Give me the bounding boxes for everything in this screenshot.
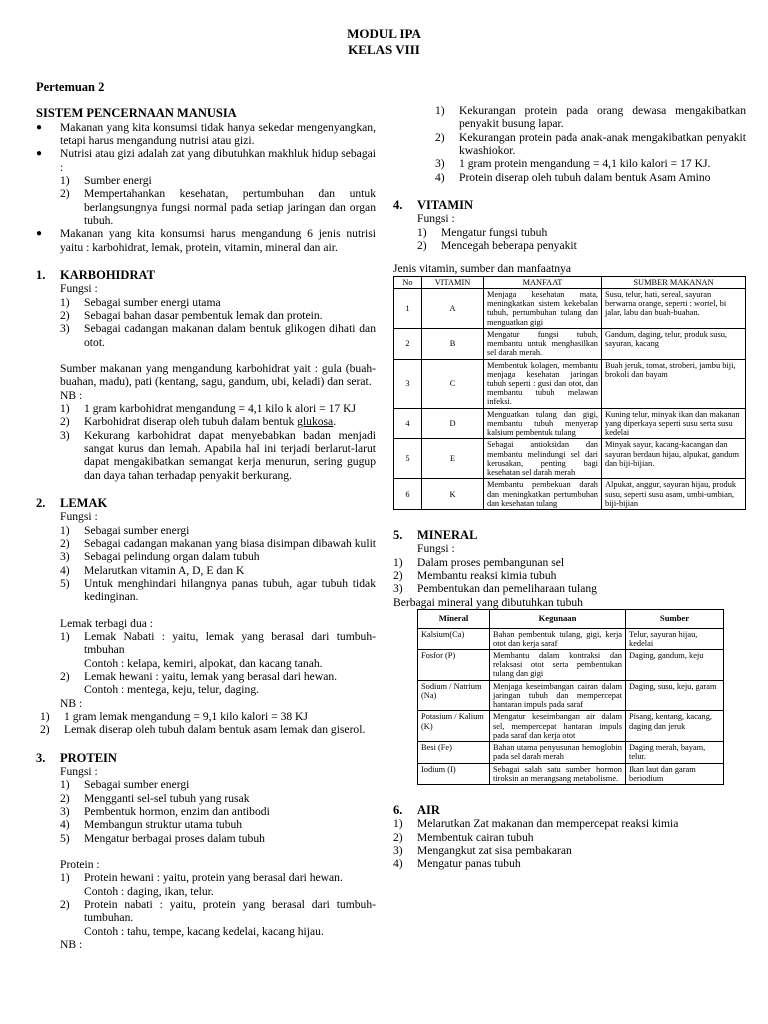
- list-item: 1) Kekurangan protein pada orang dewasa mengakibatkan penyakit busung lapar.: [435, 104, 746, 131]
- list-item: 1) Sebagai sumber energi utama: [60, 295, 221, 309]
- column-header: SUMBER MAKANAN: [602, 276, 746, 288]
- list-item: 3) Pembentukan dan pemeliharaan tulang: [393, 582, 597, 596]
- column-header: Kegunaan: [490, 610, 626, 628]
- list-item: 1) Sebagai sumber energi: [60, 778, 190, 792]
- table-row: Sodium / Natrium (Na) Menjaga keseimbangan cairan dalam jaringan tubuh dan mempercepat hantaran impuls pada saraf Daging, susu, keju, garam: [418, 680, 724, 711]
- mineral-table: [417, 609, 724, 785]
- list-item: 1) Protein hewani : yaitu, protein yang berasal dari hewan. Contoh : daging, ikan, telur.: [60, 871, 343, 898]
- list-item: 4) Membangun struktur utama tubuh: [60, 818, 243, 832]
- column-header: No: [394, 276, 422, 288]
- list-item: 2) Lemak hewani : yaitu, lemak yang berasal dari hewan. Contoh : mentega, keju, telur, daging.: [60, 669, 338, 697]
- list-item: 5) Mengatur berbagai proses dalam tubuh: [60, 831, 265, 845]
- list-item: 5) Untuk menghindari hilangnya panas tubuh, agar tubuh tidak kedinginan.: [60, 577, 376, 604]
- list-item: 4) Mengatur panas tubuh: [393, 857, 521, 871]
- fungsi-label: Fungsi :: [417, 212, 455, 226]
- module-title: MODUL IPA: [347, 26, 421, 41]
- contoh-text: Contoh : tahu, tempe, kacang kedelai, kacang hijau.: [84, 924, 324, 938]
- section-heading: 5. MINERAL: [393, 528, 478, 543]
- list-item: 2) Mempertahankan kesehatan, pertumbuhan dan untuk berlangsungnya fungsi normal pada setiap jaringan dan organ tubuh.: [60, 187, 376, 228]
- jenis-label: Protein :: [60, 857, 100, 871]
- table-row: Iodium (I) Sebagai salah satu sumber hormon tiroksin an merangsang metabolisme. Ikan laut dan garam beriodium: [418, 763, 724, 784]
- list-item: 2) Membantu reaksi kimia tubuh: [393, 569, 557, 583]
- fungsi-list: [60, 778, 376, 845]
- jenis-list: [60, 630, 376, 697]
- list-item: 3) Sebagai pelindung organ dalam tubuh: [60, 550, 260, 564]
- table-row: 1 A Menjaga kesehatan mata, meningkatkan sistem kekebalan tubuh, pertumbuhan tulang dan menguatkan gigi Susu, telur, hati, sereal, sayuran berwarna orange, seperti : wortel, bi jalar, labu dan buah-buahan.: [394, 288, 746, 328]
- section-mineral: [393, 528, 746, 785]
- section-heading: 3. PROTEIN: [36, 750, 117, 765]
- list-item: 3) Pembentuk hormon, enzim dan antibodi: [60, 804, 270, 818]
- list-item: 1) Sebagai sumber energi: [60, 523, 190, 537]
- list-item: 2) Sebagai cadangan makanan yang biasa disimpan dibawah kulit: [60, 537, 377, 551]
- list-item: 4) Protein diserap oleh tubuh dalam bentuk Asam Amino: [435, 170, 711, 184]
- fungsi-list: [393, 556, 746, 596]
- section-lemak: [36, 496, 376, 737]
- list-item: 3) 1 gram protein mengandung = 4,1 kilo kalori = 17 KJ.: [435, 157, 711, 171]
- list-item: 3) Mengangkut zat sisa pembakaran: [393, 844, 572, 858]
- table-row: 5 E Sebagai antioksidan dan membantu melindungi sel dari kerusakan, penting bagi kesehatan sel darah merah Minyak sayur, kacang-kacangan dan sayuran berdaun hijau, alpukat, gandum dan biji-bijian.: [394, 439, 746, 479]
- intro-list: [36, 121, 376, 254]
- list-item: 2) Membentuk cairan tubuh: [393, 830, 534, 844]
- list-item: 1) 1 gram karbohidrat mengandung = 4,1 kilo k alori = 17 KJ: [60, 402, 356, 416]
- column-header: Sumber: [626, 610, 724, 628]
- bullet-icon: ●: [36, 121, 43, 133]
- table-row: Potasium / Kalium (K) Mengatur keseimbangan air dalam sel, mempercepat hantaran impuls pada saraf dan kerja otot Pisang, kentang, kacang, daging dan jeruk: [418, 711, 724, 742]
- list-item: 1) Lemak Nabati : yaitu, lemak yang berasal dari tumbuh-tmbuhan Contoh : kelapa, kemiri, alpokat, dan kacang tanah.: [60, 630, 376, 670]
- nb-list: [60, 402, 376, 482]
- page-header: [0, 26, 768, 59]
- jenis-list: [60, 871, 376, 938]
- fungsi-label: Fungsi :: [60, 765, 98, 778]
- list-item: 2) Mengganti sel-sel tubuh yang rusak: [60, 791, 250, 805]
- main-title: SISTEM PENCERNAAN MANUSIA: [36, 106, 237, 121]
- sumber-paragraph: Sumber makanan yang mengandung karbohidrat yait : gula (buah-buahan, madu), pati (kentang, sagu, gandum, ubi, keladi) dan serat.: [60, 362, 376, 389]
- underlined-term: glukosa: [297, 415, 334, 429]
- intro-item: [36, 227, 376, 254]
- table-row: Besi (Fe) Bahan utama penyusunan hemoglobin pada sel darah merah Daging merah, bayam, telur.: [418, 742, 724, 763]
- fungsi-list: [60, 296, 376, 349]
- list-item: 2) Sebagai bahan dasar pembentuk lemak dan protein.: [60, 309, 323, 323]
- intro-item: [36, 121, 376, 148]
- list-item: 1) Sumber energi: [60, 174, 152, 188]
- section-karbohidrat: [36, 268, 376, 482]
- list-item: 2) Lemak diserap oleh tubuh dalam bentuk asam lemak dan giserol.: [40, 723, 366, 737]
- list-item: 2) Mencegah beberapa penyakit: [417, 239, 577, 252]
- list-item: 1) Mengatur fungsi tubuh: [417, 225, 548, 239]
- nb-label: NB :: [60, 388, 83, 402]
- list-item: 1) 1 gram lemak mengandung = 9,1 kilo kalori = 38 KJ: [40, 709, 308, 723]
- right-column: [393, 104, 746, 871]
- list-item: 1) Melarutkan Zat makanan dan mempercepat reaksi kimia: [393, 817, 679, 831]
- column-header: VITAMIN: [422, 276, 484, 288]
- section-heading: 1. KARBOHIDRAT: [36, 268, 155, 283]
- intro-text: Makanan yang kita konsumsi tidak hanya sekedar mengenyangkan, tetapi harus mengandung nutrisi atau gizi.: [60, 120, 376, 148]
- list-item: 2) Karbohidrat diserap oleh tubuh dalam bentuk glukosa.: [60, 415, 337, 429]
- vitamin-table: [393, 276, 746, 510]
- fungsi-list: [60, 524, 376, 604]
- mineral-table-caption: Berbagai mineral yang dibutuhkan tubuh: [393, 595, 583, 609]
- fungsi-list: [417, 226, 746, 253]
- left-column: [36, 80, 376, 951]
- table-row: 6 K Membantu pembekuan darah dan meningkatkan pertumbuhan dan kesehatan tulang Alpukat, anggur, sayuran hijau, produk susu, seperti susu asam, umbi-umbian, biji-bijian: [394, 479, 746, 510]
- section-vitamin: [393, 198, 746, 510]
- list-item: 3) Kekurang karbohidrat dapat menyebabkan badan menjadi sangat kurus dan lemah. Apabila hal ini terjadi berlarut-larut dapat mengakibatkan semangat kerja menurun, sering gugup dan daya tahan terhadap penyakit berkurang.: [60, 428, 376, 482]
- table-header-row: [394, 276, 746, 288]
- list-item: 4) Melarutkan vitamin A, D, E dan K: [60, 563, 245, 577]
- column-header: Mineral: [418, 610, 490, 628]
- meeting-label: Pertemuan 2: [36, 80, 105, 94]
- table-row: 4 D Menguatkan tulang dan gigi, membantu tubuh menyerap kalsium pembentuk tulang Kuning telur, minyak ikan dan makanan yang diperkaya seperti susu serta susu kedelai: [394, 408, 746, 439]
- section-heading: 2. LEMAK: [36, 496, 108, 510]
- nb-label: NB :: [60, 937, 83, 951]
- nutrisi-fungsi-list: [60, 174, 376, 227]
- table-row: Fosfor (P) Membantu dalam kontraksi dan relaksasi otot serta pembentukan tulang dan gigi Daging, gandum, keju: [418, 649, 724, 680]
- vitamin-table-caption: Jenis vitamin, sumber dan manfaatnya: [393, 262, 572, 276]
- fungsi-label: Fungsi :: [417, 542, 455, 556]
- list-item: 3) Sebagai cadangan makanan dalam bentuk glikogen dihati dan otot.: [60, 322, 376, 349]
- table-row: 3 C Membentuk kolagen, membantu menjaga kesehatan jaringan tubuh seperti : gusi dan otot, dan membantu tubuh melawan infeksi. Buah jeruk, tomat, stroberi, jambu biji, brokoli dan bayam: [394, 359, 746, 408]
- table-header-row: [418, 610, 724, 628]
- section-air: [393, 803, 746, 871]
- section-heading: 6. AIR: [393, 803, 440, 818]
- fungsi-label: Fungsi :: [60, 282, 98, 296]
- protein-nb-list: [393, 104, 746, 184]
- list-item: 2) Protein nabati : yaitu, protein yang berasal dari tumbuh-tumbuhan. Contoh : tahu, tempe, kacang kedelai, kacang hijau.: [60, 897, 376, 938]
- section-protein: [36, 751, 376, 952]
- nb-list: [36, 710, 376, 737]
- section-heading: 4. VITAMIN: [393, 197, 474, 212]
- table-row: 2 B Mengatur fungsi tubuh, membantu untuk menghasilkan sel darah merah. Gandum, daging, telur, produk susu, sayuran, kacang: [394, 328, 746, 359]
- air-list: [393, 817, 746, 870]
- list-item: 1) Dalam proses pembangunan sel: [393, 555, 565, 569]
- list-item: 2) Kekurangan protein pada anak-anak mengakibatkan penyakit kwashiokor.: [435, 130, 746, 157]
- contoh-text: Contoh : daging, ikan, telur.: [84, 884, 214, 898]
- class-title: KELAS VIII: [348, 42, 420, 58]
- column-header: MANFAAT: [484, 276, 602, 288]
- intro-item: [36, 147, 376, 227]
- jenis-label: Lemak terbagi dua :: [60, 616, 154, 630]
- bullet-icon: ●: [36, 148, 43, 160]
- table-row: Kalsium(Ca) Bahan pembentuk tulang, gigi, kerja otot dan kerja saraf Telur, sayuran hijau, kedelai: [418, 628, 724, 649]
- contoh-text: Contoh : kelapa, kemiri, alpokat, dan kacang tanah.: [84, 656, 323, 670]
- intro-text: Makanan yang kita konsumsi harus mengandung 6 jenis nutrisi yaitu : karbohidrat, lemak, protein, vitamin, mineral dan air.: [60, 227, 376, 254]
- nb-label: NB :: [60, 696, 83, 710]
- fungsi-label: Fungsi :: [60, 510, 98, 524]
- intro-text: Nutrisi atau gizi adalah zat yang dibutuhkan makhluk hidup sebagai :: [60, 147, 376, 174]
- contoh-text: Contoh : mentega, keju, telur, daging.: [84, 683, 260, 697]
- bullet-icon: ●: [36, 228, 43, 240]
